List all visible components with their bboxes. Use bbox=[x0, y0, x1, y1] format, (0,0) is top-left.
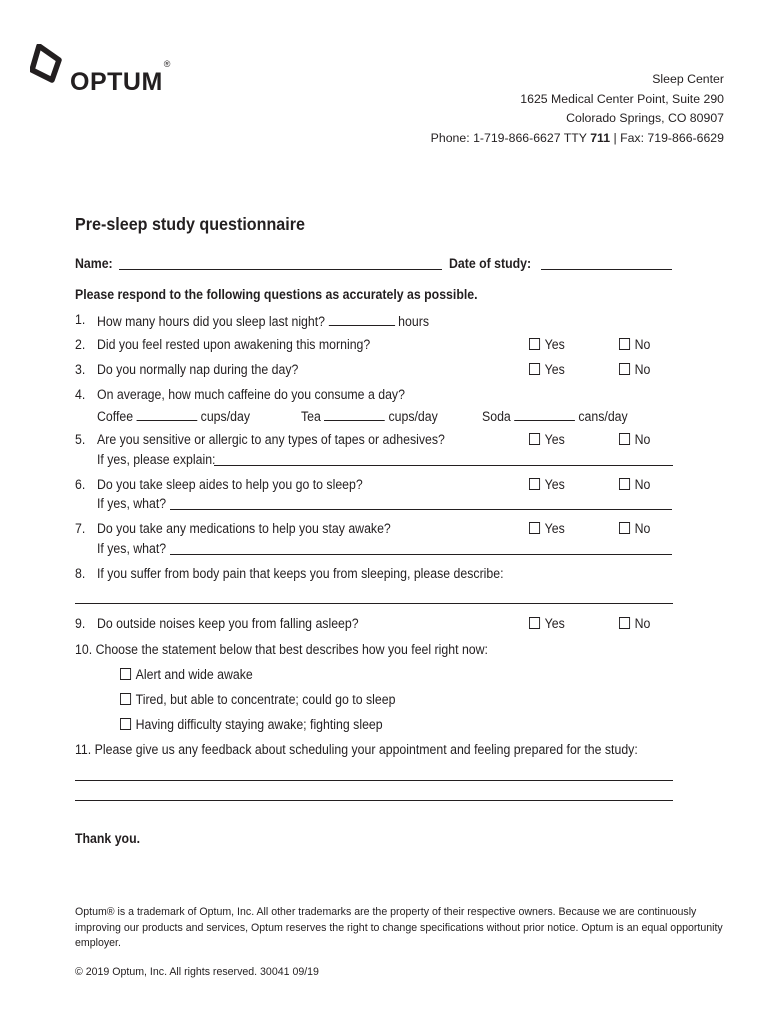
q11-feedback-line[interactable] bbox=[75, 800, 673, 801]
checkbox-icon bbox=[529, 522, 540, 534]
q8-describe-field[interactable] bbox=[75, 603, 673, 604]
checkbox-icon bbox=[619, 363, 630, 375]
q10-option-checkbox[interactable]: Alert and wide awake bbox=[120, 667, 253, 682]
q3-yes-checkbox[interactable]: Yes bbox=[529, 362, 565, 377]
q11-feedback-line[interactable] bbox=[75, 780, 673, 781]
question-2-text: Did you feel rested upon awakening this morning? bbox=[97, 337, 371, 352]
question-1-text: How many hours did you sleep last night? hours bbox=[97, 314, 429, 329]
question-number: 9. bbox=[75, 616, 86, 631]
copyright-notice: © 2019 Optum, Inc. All rights reserved. 30041 09/19 bbox=[75, 966, 319, 978]
coffee-field[interactable] bbox=[137, 407, 198, 421]
thank-you-text: Thank you. bbox=[75, 831, 141, 846]
question-number: 2. bbox=[75, 337, 86, 352]
question-4-text: On average, how much caffeine do you consume a day? bbox=[97, 387, 405, 402]
soda-row: Soda cans/day bbox=[482, 409, 628, 424]
question-8-text: If you suffer from body pain that keeps you from sleeping, please describe: bbox=[97, 566, 504, 581]
q7-follow-up-label: If yes, what? bbox=[97, 541, 167, 556]
question-number: 8. bbox=[75, 566, 86, 581]
question-number: 5. bbox=[75, 432, 86, 447]
tea-row: Tea cups/day bbox=[301, 409, 438, 424]
checkbox-icon bbox=[619, 478, 630, 490]
checkbox-icon bbox=[120, 693, 131, 705]
checkbox-icon bbox=[529, 433, 540, 445]
date-of-study-field[interactable] bbox=[541, 269, 672, 270]
question-9-text: Do outside noises keep you from falling asleep? bbox=[97, 616, 359, 631]
question-number: 1. bbox=[75, 312, 86, 327]
q5-follow-up-label: If yes, please explain: bbox=[97, 452, 216, 467]
checkbox-icon bbox=[619, 338, 630, 350]
q3-no-checkbox[interactable]: No bbox=[619, 362, 650, 377]
q10-option-checkbox[interactable]: Having difficulty staying awake; fighting sleep bbox=[120, 717, 383, 732]
question-6-text: Do you take sleep aides to help you go to sleep? bbox=[97, 477, 363, 492]
checkbox-icon bbox=[529, 478, 540, 490]
question-number: 7. bbox=[75, 521, 86, 536]
checkbox-icon bbox=[529, 363, 540, 375]
checkbox-icon bbox=[619, 617, 630, 629]
checkbox-icon bbox=[619, 522, 630, 534]
q6-follow-up-label: If yes, what? bbox=[97, 496, 167, 511]
address-line: Sleep Center bbox=[652, 72, 724, 86]
hours-slept-field[interactable] bbox=[328, 312, 394, 326]
checkbox-icon bbox=[120, 718, 131, 730]
checkbox-icon bbox=[619, 433, 630, 445]
question-number: 6. bbox=[75, 477, 86, 492]
q2-no-checkbox[interactable]: No bbox=[619, 337, 650, 352]
name-field[interactable] bbox=[119, 269, 442, 270]
checkbox-icon bbox=[529, 617, 540, 629]
q7-no-checkbox[interactable]: No bbox=[619, 521, 650, 536]
q7-what-field[interactable] bbox=[170, 554, 672, 555]
q5-no-checkbox[interactable]: No bbox=[619, 432, 650, 447]
address-line: Colorado Springs, CO 80907 bbox=[566, 111, 724, 126]
q6-yes-checkbox[interactable]: Yes bbox=[529, 477, 565, 492]
question-number: 3. bbox=[75, 362, 86, 377]
date-of-study-label: Date of study: bbox=[449, 256, 532, 271]
question-number: 4. bbox=[75, 387, 86, 402]
q2-yes-checkbox[interactable]: Yes bbox=[529, 337, 565, 352]
address-line: 1625 Medical Center Point, Suite 290 bbox=[520, 91, 724, 106]
checkbox-icon bbox=[529, 338, 540, 350]
question-3-text: Do you normally nap during the day? bbox=[97, 362, 299, 377]
name-label: Name: bbox=[75, 256, 113, 271]
q7-yes-checkbox[interactable]: Yes bbox=[529, 521, 565, 536]
q9-yes-checkbox[interactable]: Yes bbox=[529, 616, 565, 631]
q5-explain-field[interactable] bbox=[214, 465, 673, 466]
contact-line: Phone: 1-719-866-6627 TTY 711 | Fax: 719-866-6629 bbox=[430, 130, 724, 145]
trademark-notice: Optum® is a trademark of Optum, Inc. All other trademarks are the property of their respective owners. Because we are continuously improving our products and services, Optum reserves the right to change specifications without prior notice. Optum is an equal opportunity employer. bbox=[75, 906, 723, 949]
instructions: Please respond to the following questions as accurately as possible. bbox=[75, 287, 478, 302]
form-title: Pre-sleep study questionnaire bbox=[75, 214, 305, 234]
question-5-text: Are you sensitive or allergic to any types of tapes or adhesives? bbox=[97, 432, 445, 447]
optum-logo-text: OPTUM® bbox=[70, 58, 171, 96]
coffee-row: Coffee cups/day bbox=[97, 409, 250, 424]
question-11-text: 11. Please give us any feedback about scheduling your appointment and feeling prepared for the study: bbox=[75, 742, 638, 757]
q5-yes-checkbox[interactable]: Yes bbox=[529, 432, 565, 447]
sleep-center-address bbox=[431, 70, 724, 148]
checkbox-icon bbox=[120, 668, 131, 680]
soda-field[interactable] bbox=[514, 407, 575, 421]
q9-no-checkbox[interactable]: No bbox=[619, 616, 650, 631]
question-7-text: Do you take any medications to help you stay awake? bbox=[97, 521, 391, 536]
optum-logo-icon bbox=[30, 44, 68, 88]
question-10-text: 10. Choose the statement below that best describes how you feel right now: bbox=[75, 642, 488, 657]
q6-no-checkbox[interactable]: No bbox=[619, 477, 650, 492]
tea-field[interactable] bbox=[324, 407, 385, 421]
q10-option-checkbox[interactable]: Tired, but able to concentrate; could go to sleep bbox=[120, 692, 395, 707]
q6-what-field[interactable] bbox=[170, 509, 672, 510]
